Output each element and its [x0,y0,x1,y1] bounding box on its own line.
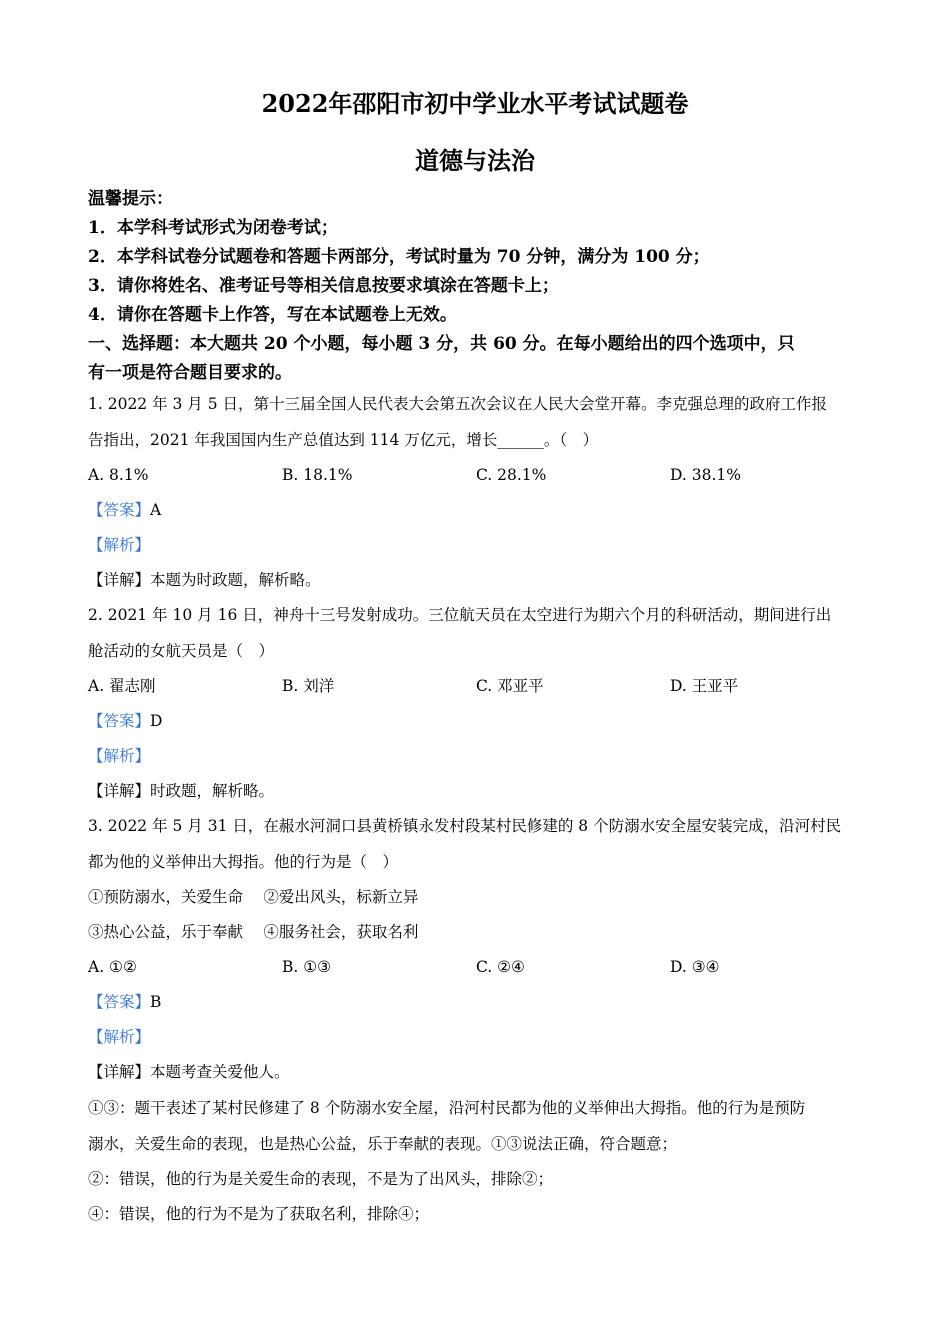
detail-tag: 【详解】 [88,571,151,589]
q3-detail [88,1061,290,1083]
q3-explain-cont: 溺水，关爱生命的表现，也是热心公益，乐于奉献的表现。①③说法正确，符合题意； [88,1135,678,1153]
answer-value: A [150,501,162,519]
q1-answer [88,499,161,521]
tip-item: 2．本学科试卷分试题卷和答题卡两部分，考试时量为 70 分钟，满分为 100 分； [88,247,710,267]
section-heading: 一、选择题：本大题共 20 个小题，每小题 3 分，共 60 分。在每小题给出的四个选项中，只 [88,334,795,354]
answer-tag: 【答案】 [88,993,151,1011]
tip-item: 3．请你将姓名、准考证号等相关信息按要求填涂在答题卡上； [88,276,559,296]
q1-stem-cont: 告指出，2021 年我国国内生产总值达到 114 万亿元，增长______。（ ） [88,431,599,449]
tips-heading: 温馨提示： [88,189,173,209]
tip-item: 4．请你在答题卡上作答，写在本试题卷上无效。 [88,305,457,325]
detail-text: 本题为时政题，解析略。 [150,571,321,589]
answer-tag: 【答案】 [88,712,151,730]
q3-explain-4: ④：错误，他的行为不是为了获取名利，排除④； [88,1205,430,1223]
detail-text: 时政题，解析略。 [150,782,275,800]
tip-item: 1．本学科考试形式为闭卷考试； [88,218,338,238]
detail-tag: 【详解】 [88,1063,151,1081]
q1-option-c: C. 28.1% [476,466,547,484]
q2-option-c: C. 邓亚平 [476,677,544,695]
q3-explain: ①③：题干表述了某村民修建了 8 个防溺水安全屋，沿河村民都为他的义举伸出大拇指。他的行为是预防 [88,1099,806,1117]
q3-choices-line2: ③热心公益，乐于奉献 ④服务社会，获取名利 [88,923,419,941]
q2-option-a: A. 翟志刚 [88,677,156,695]
q3-analysis-tag: 【解析】 [88,1028,151,1046]
q3-stem-cont: 都为他的义举伸出大拇指。他的行为是（ ） [88,853,399,871]
q2-answer [88,710,162,732]
q2-stem-cont: 舱活动的女航天员是（ ） [88,642,275,660]
q2-option-b: B. 刘洋 [282,677,335,695]
q3-option-a: A. ①② [88,958,137,976]
section-heading-cont: 有一项是符合题目要求的。 [88,363,292,383]
subject-title: 道德与法治 [415,146,535,175]
answer-value: D [150,712,163,730]
q2-analysis-tag: 【解析】 [88,747,151,765]
detail-text: 本题考查关爱他人。 [150,1063,290,1081]
q3-answer [88,991,161,1013]
q3-choices-line1: ①预防溺水，关爱生命 ②爱出风头，标新立异 [88,888,419,906]
q1-detail [88,569,321,591]
q3-option-b: B. ①③ [282,958,332,976]
q1-option-d: D. 38.1% [670,466,741,484]
answer-tag: 【答案】 [88,501,151,519]
q2-stem: 2. 2021 年 10 月 16 日，神舟十三号发射成功。三位航天员在太空进行为期六个月的科研活动，期间进行出 [88,606,832,624]
q2-detail [88,780,274,802]
q3-option-c: C. ②④ [476,958,525,976]
page-title: 2022年邵阳市初中学业水平考试试题卷 [261,89,689,118]
q2-option-d: D. 王亚平 [670,677,739,695]
answer-value: B [150,993,162,1011]
q1-analysis-tag: 【解析】 [88,536,151,554]
q3-stem: 3. 2022 年 5 月 31 日，在赧水河洞口县黄桥镇永发村段某村民修建的 8 个防溺水安全屋安装完成，沿河村民 [88,817,842,835]
q1-stem: 1. 2022 年 3 月 5 日，第十三届全国人民代表大会第五次会议在人民大会堂开幕。李克强总理的政府工作报 [88,395,828,413]
q3-option-d: D. ③④ [670,958,720,976]
q3-explain-2: ②：错误，他的行为是关爱生命的表现，不是为了出风头，排除②； [88,1170,554,1188]
q1-option-b: B. 18.1% [282,466,353,484]
detail-tag: 【详解】 [88,782,151,800]
q1-option-a: A. 8.1% [88,466,149,484]
